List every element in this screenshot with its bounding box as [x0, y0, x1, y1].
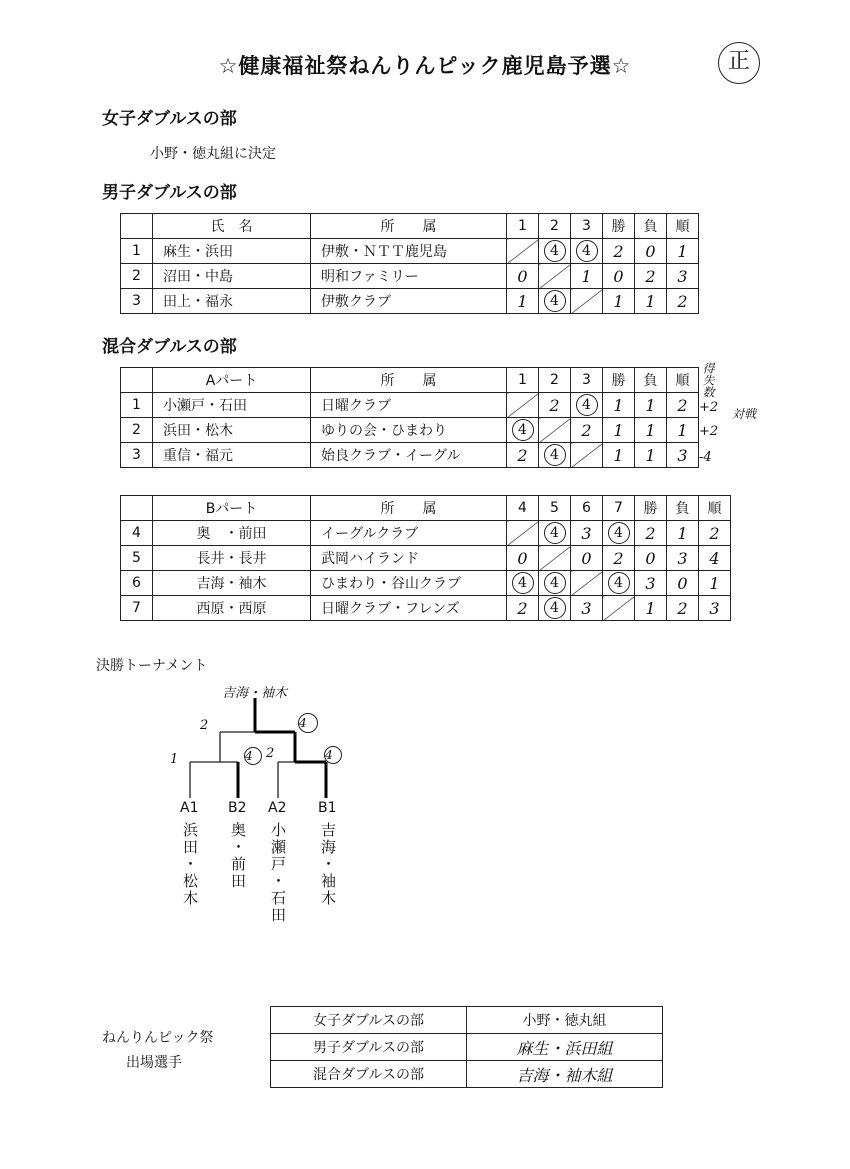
- score-circled: 4: [544, 290, 566, 312]
- losses: 2: [667, 596, 699, 621]
- header-team: 所 属: [311, 496, 507, 521]
- score: 0: [507, 264, 539, 289]
- row-no: 2: [121, 418, 153, 443]
- team-name: 明和ファミリー: [311, 264, 507, 289]
- men-heading: 男子ダブルスの部: [102, 183, 237, 203]
- summary-team: 小野・徳丸組: [467, 1007, 663, 1034]
- self-cell: [507, 239, 539, 264]
- row-no: 3: [121, 443, 153, 468]
- seed-a1: A1: [180, 800, 199, 816]
- header-col: 1: [507, 214, 539, 239]
- page-title: ☆健康福祉祭ねんりんピック鹿児島予選☆: [218, 54, 632, 78]
- row-no: 6: [121, 571, 153, 596]
- losses: 1: [667, 521, 699, 546]
- table-row: [121, 393, 699, 418]
- summary-sublabel: 出場選手: [126, 1055, 182, 1071]
- losses: 2: [635, 264, 667, 289]
- score-final-left: 2: [200, 718, 209, 733]
- header-name: 氏 名: [153, 214, 311, 239]
- score-circled: 4: [512, 419, 534, 441]
- diff-row-2: +2: [699, 424, 719, 439]
- wins: 1: [603, 443, 635, 468]
- header-col: 順: [667, 214, 699, 239]
- wins: 2: [603, 239, 635, 264]
- correct-stamp: 正: [718, 42, 760, 84]
- table-header-row: [121, 496, 731, 521]
- row-no: 7: [121, 596, 153, 621]
- pair-name: 奥 ・前田: [153, 521, 311, 546]
- diff-row-1: +2: [699, 400, 719, 415]
- row-no: 1: [121, 239, 153, 264]
- header-col: 勝: [635, 496, 667, 521]
- seed-a2: A2: [268, 800, 287, 816]
- men-table: [120, 213, 699, 314]
- pair-name: 重信・福元: [153, 443, 311, 468]
- row-no: 1: [121, 393, 153, 418]
- header-col: 勝: [603, 214, 635, 239]
- score: 2: [507, 596, 539, 621]
- slot-b1-names: 吉海・袖木: [319, 822, 337, 907]
- score: 3: [571, 596, 603, 621]
- score-right-outer: 4: [324, 746, 342, 764]
- score: 1: [507, 289, 539, 314]
- header-col: 4: [507, 496, 539, 521]
- score: 1: [571, 264, 603, 289]
- score: 2: [603, 546, 635, 571]
- wins: 1: [635, 596, 667, 621]
- header-team: 所 属: [311, 214, 507, 239]
- rank: 2: [667, 289, 699, 314]
- score: 2: [507, 443, 539, 468]
- rank: 1: [667, 239, 699, 264]
- wins: 3: [635, 571, 667, 596]
- header-col: 5: [539, 496, 571, 521]
- score: 0: [507, 546, 539, 571]
- women-heading: 女子ダブルスの部: [102, 109, 237, 129]
- self-cell: [571, 571, 603, 596]
- losses: 1: [635, 443, 667, 468]
- score-final-right: 4: [298, 713, 318, 733]
- table-row: [121, 546, 731, 571]
- pair-name: 沼田・中島: [153, 264, 311, 289]
- pair-name: 麻生・浜田: [153, 239, 311, 264]
- rank: 2: [699, 521, 731, 546]
- table-row: [121, 571, 731, 596]
- table-row: [271, 1007, 663, 1034]
- summary-event: 混合ダブルスの部: [271, 1061, 467, 1088]
- team-name: ひまわり・谷山クラブ: [311, 571, 507, 596]
- self-cell: [539, 418, 571, 443]
- row-no: 2: [121, 264, 153, 289]
- slot-a2-names: 小瀬戸・石田: [269, 822, 287, 924]
- header-col: 1: [507, 368, 539, 393]
- wins: 0: [603, 264, 635, 289]
- score-left-outer: 1: [170, 752, 179, 767]
- wins: 1: [603, 418, 635, 443]
- row-no: 5: [121, 546, 153, 571]
- header-part: Aパート: [153, 368, 311, 393]
- mixed-b-table: [120, 495, 731, 621]
- tournament-winner: 吉海・袖木: [222, 686, 288, 701]
- pair-name: 長井・長井: [153, 546, 311, 571]
- wins: 1: [603, 393, 635, 418]
- header-col: 3: [571, 368, 603, 393]
- rank: 1: [667, 418, 699, 443]
- losses: 1: [635, 289, 667, 314]
- bracket-lines: [190, 732, 295, 798]
- mixed-heading: 混合ダブルスの部: [102, 337, 237, 357]
- header-col: 7: [603, 496, 635, 521]
- self-cell: [571, 443, 603, 468]
- pair-name: 西原・西原: [153, 596, 311, 621]
- table-row: [271, 1034, 663, 1061]
- losses: 1: [635, 418, 667, 443]
- slot-a1-names: 浜田・松木: [181, 822, 199, 907]
- women-result: 小野・徳丸組に決定: [150, 146, 276, 162]
- score: 0: [571, 546, 603, 571]
- team-name: 伊敷・ＮＴＴ鹿児島: [311, 239, 507, 264]
- header-col: 2: [539, 214, 571, 239]
- score-left-inner: 4: [244, 747, 262, 765]
- score-circled: 4: [576, 394, 598, 416]
- score-right-inner: 2: [266, 746, 275, 761]
- score-circled: 4: [544, 572, 566, 594]
- header-col: 順: [667, 368, 699, 393]
- wins: 1: [603, 289, 635, 314]
- rank: 1: [699, 571, 731, 596]
- self-cell: [507, 393, 539, 418]
- rank: 2: [667, 393, 699, 418]
- summary-team: 吉海・袖木組: [467, 1061, 663, 1088]
- table-row: [121, 264, 699, 289]
- losses: 0: [635, 239, 667, 264]
- score-circled: 4: [576, 240, 598, 262]
- team-name: 日曜クラブ: [311, 393, 507, 418]
- table-row: [121, 521, 731, 546]
- summary-event: 女子ダブルスの部: [271, 1007, 467, 1034]
- score-circled: 4: [544, 597, 566, 619]
- pair-name: 浜田・松木: [153, 418, 311, 443]
- table-row: [121, 289, 699, 314]
- diff-row-3: -4: [699, 450, 712, 465]
- table-row: [271, 1061, 663, 1088]
- pair-name: 田上・福永: [153, 289, 311, 314]
- score: 2: [571, 418, 603, 443]
- header-col: 2: [539, 368, 571, 393]
- losses: 0: [667, 571, 699, 596]
- self-cell: [603, 596, 635, 621]
- row-no: 4: [121, 521, 153, 546]
- self-cell: [571, 289, 603, 314]
- header-col: 6: [571, 496, 603, 521]
- score: 3: [571, 521, 603, 546]
- table-row: [121, 443, 699, 468]
- row-no: 3: [121, 289, 153, 314]
- score: 2: [539, 393, 571, 418]
- wins: 2: [635, 521, 667, 546]
- rank: 4: [699, 546, 731, 571]
- header-col: 負: [635, 368, 667, 393]
- header-col: 負: [635, 214, 667, 239]
- summary-table: [270, 1006, 663, 1088]
- header-col: 順: [699, 496, 731, 521]
- score-circled: 4: [544, 444, 566, 466]
- self-cell: [507, 521, 539, 546]
- header-col: 負: [667, 496, 699, 521]
- summary-label: ねんりんピック祭: [102, 1030, 214, 1046]
- team-name: 武岡ハイランド: [311, 546, 507, 571]
- header-part: Bパート: [153, 496, 311, 521]
- header-col: 3: [571, 214, 603, 239]
- note-matchup: 対戦: [732, 407, 757, 421]
- self-cell: [539, 546, 571, 571]
- team-name: ゆりの会・ひまわり: [311, 418, 507, 443]
- score-circled: 4: [608, 522, 630, 544]
- note-point-diff: 得失数: [701, 362, 715, 398]
- self-cell: [539, 264, 571, 289]
- score-circled: 4: [544, 522, 566, 544]
- table-row: [121, 596, 731, 621]
- header-team: 所 属: [311, 368, 507, 393]
- slot-b2-names: 奥・前田: [229, 822, 247, 890]
- table-row: [121, 418, 699, 443]
- rank: 3: [667, 264, 699, 289]
- team-name: 日曜クラブ・フレンズ: [311, 596, 507, 621]
- rank: 3: [667, 443, 699, 468]
- team-name: 伊敷クラブ: [311, 289, 507, 314]
- summary-event: 男子ダブルスの部: [271, 1034, 467, 1061]
- pair-name: 小瀬戸・石田: [153, 393, 311, 418]
- rank: 3: [699, 596, 731, 621]
- pair-name: 吉海・袖木: [153, 571, 311, 596]
- wins: 0: [635, 546, 667, 571]
- score-circled: 4: [544, 240, 566, 262]
- header-col: 勝: [603, 368, 635, 393]
- seed-b1: B1: [318, 800, 337, 816]
- team-name: 始良クラブ・イーグル: [311, 443, 507, 468]
- summary-team: 麻生・浜田組: [467, 1034, 663, 1061]
- mixed-a-table: [120, 367, 699, 468]
- seed-b2: B2: [228, 800, 247, 816]
- score-circled: 4: [512, 572, 534, 594]
- score-circled: 4: [608, 572, 630, 594]
- table-header-row: [121, 214, 699, 239]
- tournament-heading: 決勝トーナメント: [96, 658, 208, 674]
- table-row: [121, 239, 699, 264]
- table-header-row: [121, 368, 699, 393]
- team-name: イーグルクラブ: [311, 521, 507, 546]
- losses: 3: [667, 546, 699, 571]
- losses: 1: [635, 393, 667, 418]
